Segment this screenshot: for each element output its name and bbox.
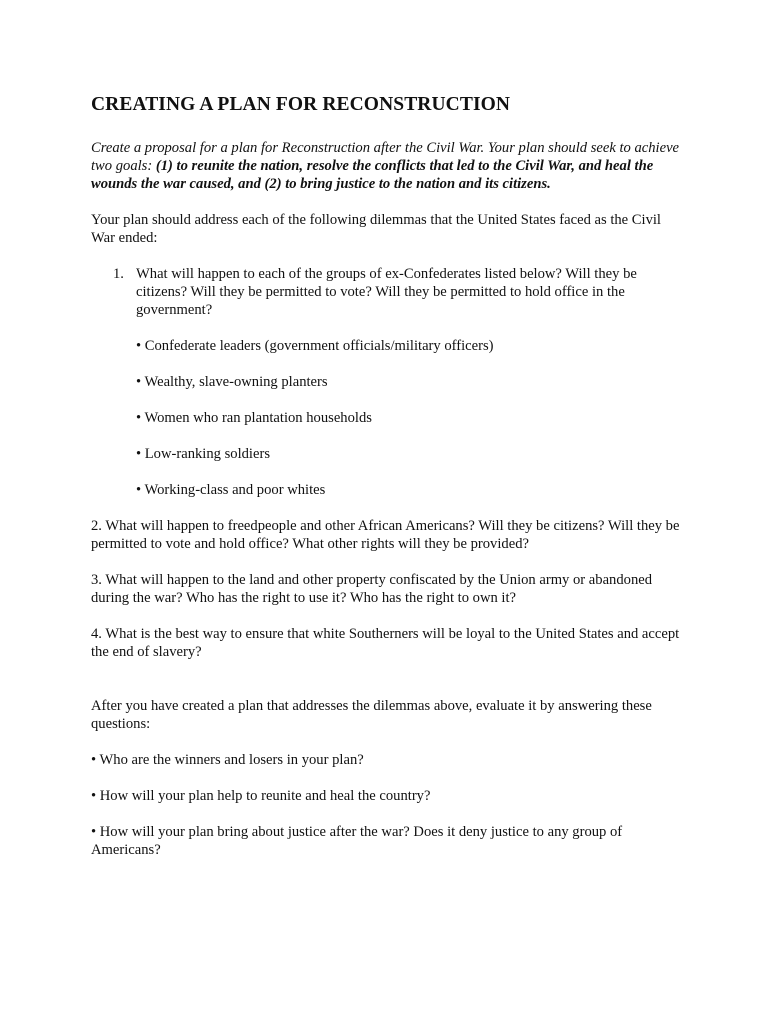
intro-instructions: Create a proposal for a plan for Reconstruction after the Civil War. Your plan should seek to achieve two goals: xyxy=(91,140,680,174)
list-item: • Working-class and poor whites xyxy=(136,482,326,498)
list-item: • Low-ranking soldiers xyxy=(136,446,270,462)
question-3: 3. What will happen to the land and other property confiscated by the Union army or abandoned during the war? Who has the right to use it? Who has the right to own it? xyxy=(91,572,653,606)
list-item: • Confederate leaders (government officials/military officers) xyxy=(136,338,494,354)
question-1-text: What will happen to each of the groups of ex-Confederates listed below? Will they be citizens? Will they be permitted to vote? Will they be permitted to hold office in the government? xyxy=(136,266,637,318)
question-2: 2. What will happen to freedpeople and other African Americans? Will they be citizens? Will they be permitted to vote and hold office? What other rights will they be provided? xyxy=(91,518,680,552)
dilemmas-intro: Your plan should address each of the following dilemmas that the United States faced as the Civil War ended: xyxy=(91,212,661,246)
list-item: • Women who ran plantation households xyxy=(136,410,372,426)
list-item: • How will your plan help to reunite and heal the country? xyxy=(91,788,431,804)
question-4: 4. What is the best way to ensure that white Southerners will be loyal to the United States and accept the end of slavery? xyxy=(91,626,680,660)
evaluation-questions-list xyxy=(91,751,681,859)
list-item: • Who are the winners and losers in your plan? xyxy=(91,752,364,768)
intro-goals: (1) to reunite the nation, resolve the conflicts that led to the Civil War, and heal the wounds the war caused, and (2) to bring justice to the nation and its citizens. xyxy=(91,158,654,192)
ex-confederate-groups-list xyxy=(91,337,681,499)
document-page xyxy=(91,93,681,877)
page-title: CREATING A PLAN FOR RECONSTRUCTION xyxy=(91,94,511,115)
evaluation-intro: After you have created a plan that addresses the dilemmas above, evaluate it by answering these questions: xyxy=(91,698,652,732)
list-item: • Wealthy, slave-owning planters xyxy=(136,374,328,390)
intro-paragraph xyxy=(91,139,681,193)
list-item: • How will your plan bring about justice after the war? Does it deny justice to any group of Americans? xyxy=(91,824,623,858)
question-1 xyxy=(113,265,681,319)
question-1-number: 1. xyxy=(113,266,124,282)
